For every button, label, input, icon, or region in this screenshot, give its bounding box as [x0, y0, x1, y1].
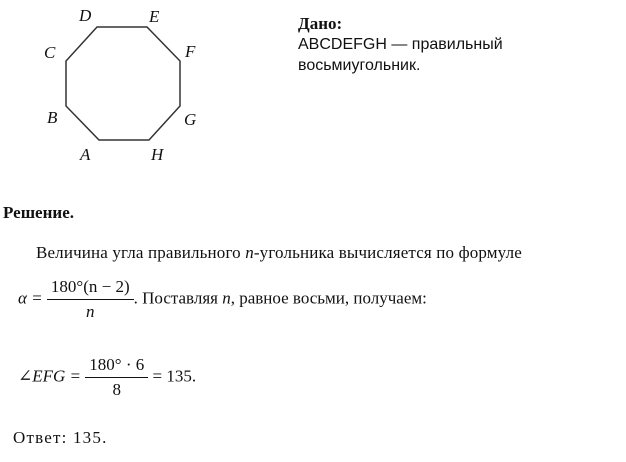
solution-title: Решение. — [3, 203, 74, 222]
formula-fraction — [47, 277, 134, 322]
solution-line-2-start: . Поставляя — [133, 288, 223, 308]
solution-line-1-end: -угольника вычисляется по формуле — [253, 243, 522, 262]
octagon-shape — [66, 27, 180, 140]
formula-line — [18, 277, 427, 322]
vertex-label-b: B — [47, 108, 58, 127]
calculation-fraction — [85, 355, 148, 400]
calculation-lhs: ∠EFG = — [18, 366, 82, 386]
vertex-label-c: C — [44, 43, 56, 62]
calculation-result: = 135. — [152, 366, 197, 386]
vertex-label-h: H — [151, 145, 164, 164]
answer-text: Ответ: 135. — [13, 428, 108, 447]
solution-line-1-start: Величина угла правильного — [36, 243, 246, 262]
vertex-label-a: A — [80, 145, 91, 164]
vertex-label-d: D — [79, 6, 92, 25]
given-title: Дано: — [298, 14, 343, 33]
given-block — [298, 14, 618, 76]
calculation-denominator: 8 — [112, 380, 121, 399]
calculation-numerator: 180° · 6 — [85, 355, 148, 378]
variable-n-2: n — [222, 288, 231, 308]
calculation-line — [18, 355, 196, 400]
octagon-figure — [0, 0, 260, 180]
variable-n: n — [245, 243, 254, 262]
formula-denominator: n — [86, 302, 95, 321]
formula-lhs: α = — [18, 288, 43, 308]
vertex-label-g: G — [184, 110, 197, 129]
solution-line-1 — [36, 243, 522, 263]
vertex-label-e: E — [149, 7, 160, 26]
vertex-label-f: F — [185, 42, 196, 61]
formula-numerator: 180°(n − 2) — [47, 277, 134, 300]
solution-line-2-end: , равное восьми, получаем: — [230, 288, 427, 308]
given-text: ABCDEFGH — правильный восьмиугольник. — [298, 36, 503, 74]
